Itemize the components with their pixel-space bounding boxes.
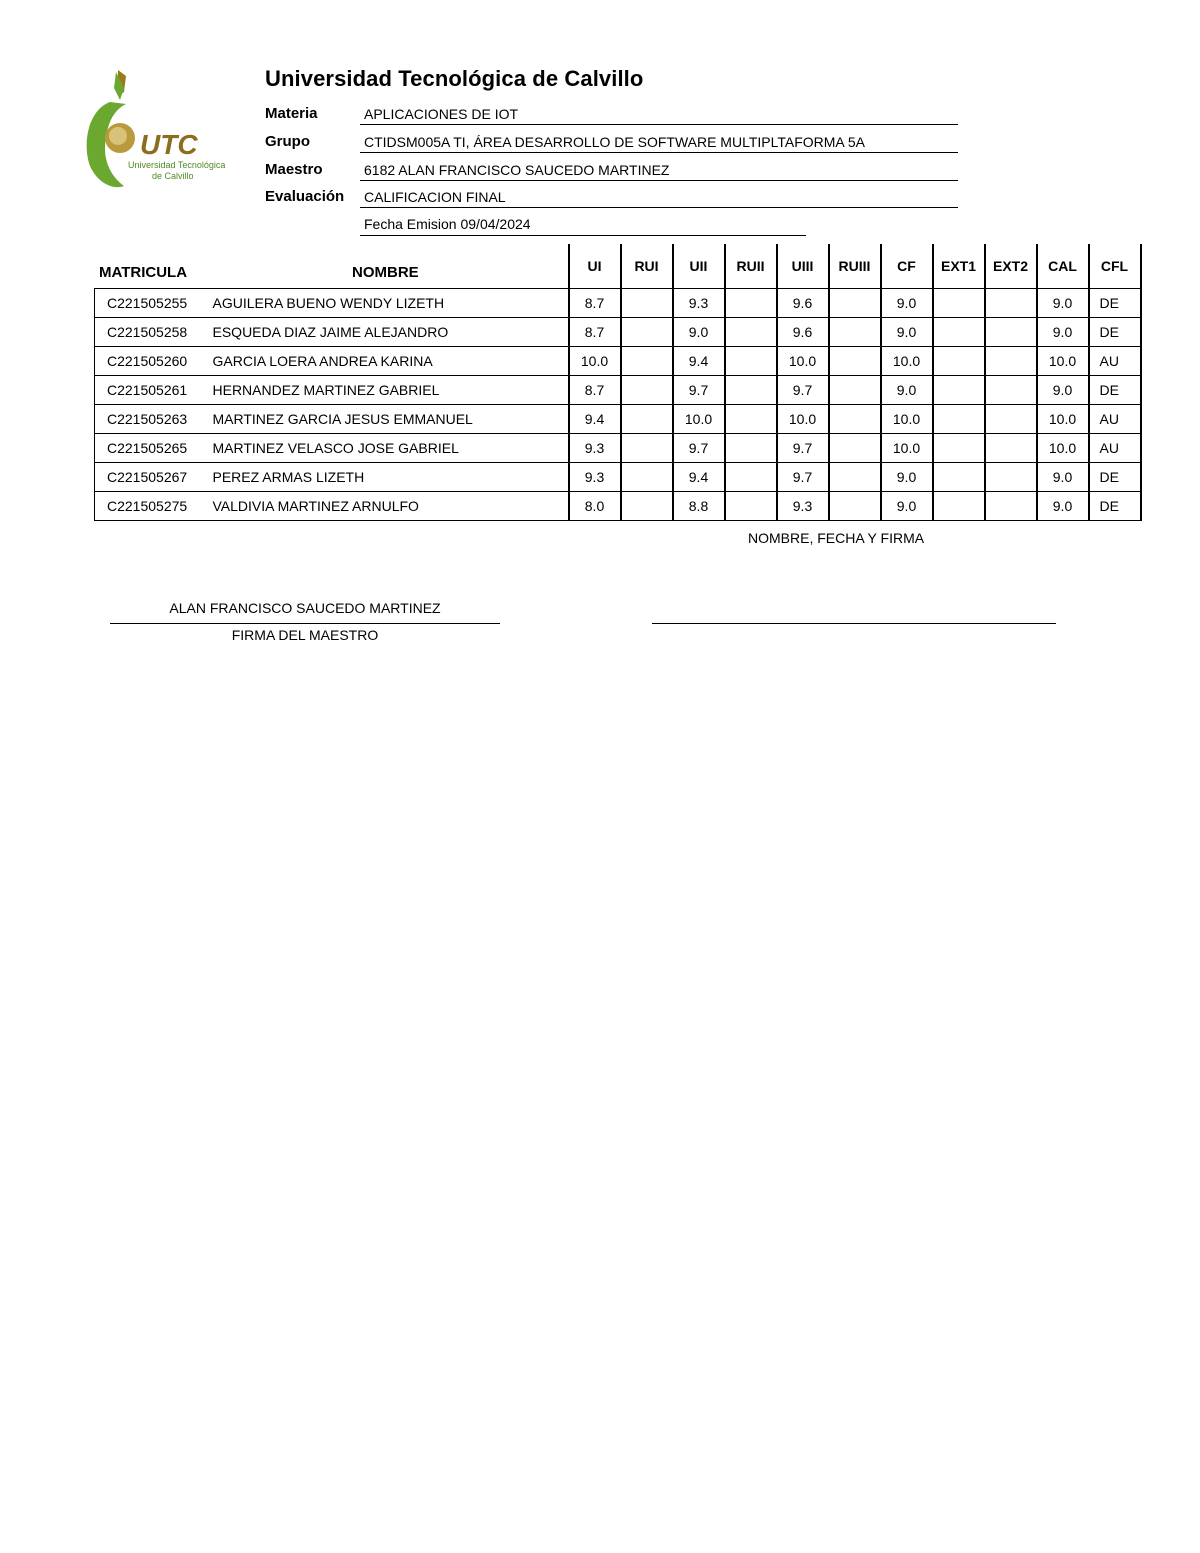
grade-cell <box>829 376 881 405</box>
cfl-cell: AU <box>1089 405 1141 434</box>
grade-cell: 9.0 <box>1037 492 1089 521</box>
grade-cell <box>933 376 985 405</box>
grade-cell: 9.0 <box>881 289 933 318</box>
grade-cell: 8.7 <box>569 318 621 347</box>
maestro-value: 6182 ALAN FRANCISCO SAUCEDO MARTINEZ <box>360 161 958 181</box>
table-header-row <box>95 244 1141 289</box>
grade-cell <box>985 434 1037 463</box>
header-rui: RUI <box>621 244 673 289</box>
grade-cell: 9.7 <box>673 376 725 405</box>
grade-cell: 9.0 <box>881 492 933 521</box>
grade-cell <box>933 289 985 318</box>
materia-label: Materia <box>265 105 318 122</box>
matricula-header: MATRICULA <box>99 264 188 281</box>
header-uii: UII <box>673 244 725 289</box>
cfl-cell: DE <box>1089 289 1141 318</box>
grade-cell: 8.7 <box>569 376 621 405</box>
grade-cell <box>725 376 777 405</box>
grade-cell <box>621 434 673 463</box>
nombre-cell: VALDIVIA MARTINEZ ARNULFO <box>207 492 569 521</box>
grupo-value: CTIDSM005A TI, ÁREA DESARROLLO DE SOFTWARE MULTIPLTAFORMA 5A <box>360 133 958 153</box>
table-row <box>95 376 1141 405</box>
grade-cell <box>621 405 673 434</box>
grade-cell: 9.7 <box>777 376 829 405</box>
grade-cell <box>933 492 985 521</box>
header-ext2: EXT2 <box>985 244 1037 289</box>
grade-cell <box>829 463 881 492</box>
grade-cell <box>621 463 673 492</box>
table-row <box>95 347 1141 376</box>
grade-cell: 9.0 <box>1037 376 1089 405</box>
grade-cell: 9.3 <box>569 434 621 463</box>
grade-cell <box>725 463 777 492</box>
matricula-cell: C221505260 <box>95 347 207 376</box>
grade-cell <box>621 289 673 318</box>
table-row <box>95 463 1141 492</box>
header-cfl: CFL <box>1089 244 1141 289</box>
cfl-cell: DE <box>1089 376 1141 405</box>
nombre-fecha-firma-label: NOMBRE, FECHA Y FIRMA <box>748 530 925 546</box>
grade-cell: 9.0 <box>881 463 933 492</box>
grade-cell: 9.4 <box>569 405 621 434</box>
grade-cell: 9.6 <box>777 318 829 347</box>
grade-cell <box>829 492 881 521</box>
grade-cell <box>725 318 777 347</box>
grade-cell: 9.3 <box>777 492 829 521</box>
grade-cell <box>985 492 1037 521</box>
cfl-cell: DE <box>1089 492 1141 521</box>
nombre-header: NOMBRE <box>352 264 419 281</box>
teacher-name: ALAN FRANCISCO SAUCEDO MARTINEZ <box>169 600 441 616</box>
logo-caption-2: de Calvillo <box>152 171 194 181</box>
grade-cell <box>725 434 777 463</box>
grade-cell: 9.7 <box>673 434 725 463</box>
materia-value: APLICACIONES DE IOT <box>360 105 958 125</box>
cfl-cell: DE <box>1089 318 1141 347</box>
table-row <box>95 289 1141 318</box>
matricula-cell: C221505258 <box>95 318 207 347</box>
grade-cell: 10.0 <box>881 347 933 376</box>
grupo-label: Grupo <box>265 133 310 150</box>
grade-cell <box>829 318 881 347</box>
grade-cell <box>725 347 777 376</box>
grade-cell <box>933 463 985 492</box>
nombre-cell: MARTINEZ GARCIA JESUS EMMANUEL <box>207 405 569 434</box>
grade-cell: 10.0 <box>1037 434 1089 463</box>
grade-cell <box>985 289 1037 318</box>
grade-cell: 10.0 <box>569 347 621 376</box>
grade-cell <box>933 405 985 434</box>
header-ruiii: RUIII <box>829 244 881 289</box>
grade-cell <box>829 434 881 463</box>
logo-caption-1: Universidad Tecnológica <box>128 160 226 170</box>
maestro-label: Maestro <box>265 161 323 178</box>
grade-cell <box>985 347 1037 376</box>
grade-cell: 9.0 <box>1037 463 1089 492</box>
teacher-signature-line <box>110 623 500 624</box>
nombre-cell: MARTINEZ VELASCO JOSE GABRIEL <box>207 434 569 463</box>
header-ext1: EXT1 <box>933 244 985 289</box>
header-spacer <box>207 244 569 289</box>
nombre-cell: GARCIA LOERA ANDREA KARINA <box>207 347 569 376</box>
grade-cell <box>985 463 1037 492</box>
teacher-signature-caption: FIRMA DEL MAESTRO <box>231 627 379 643</box>
grade-cell <box>829 289 881 318</box>
grade-cell: 9.4 <box>673 463 725 492</box>
table-row <box>95 318 1141 347</box>
grade-cell <box>621 376 673 405</box>
grade-cell: 10.0 <box>777 347 829 376</box>
grade-cell: 9.4 <box>673 347 725 376</box>
university-logo <box>80 66 228 192</box>
grade-cell: 9.6 <box>777 289 829 318</box>
grade-cell <box>621 492 673 521</box>
header-cal: CAL <box>1037 244 1089 289</box>
grade-cell <box>725 405 777 434</box>
grade-cell <box>829 405 881 434</box>
grade-cell <box>933 318 985 347</box>
grade-cell: 9.0 <box>881 318 933 347</box>
grade-cell: 8.8 <box>673 492 725 521</box>
header-spacer <box>95 244 207 289</box>
grade-cell: 10.0 <box>777 405 829 434</box>
header-cf: CF <box>881 244 933 289</box>
table-row <box>95 434 1141 463</box>
header-uiii: UIII <box>777 244 829 289</box>
matricula-cell: C221505267 <box>95 463 207 492</box>
grade-cell <box>985 405 1037 434</box>
grade-cell: 10.0 <box>673 405 725 434</box>
grade-cell: 10.0 <box>1037 405 1089 434</box>
grade-cell: 8.0 <box>569 492 621 521</box>
grade-cell <box>725 289 777 318</box>
nombre-cell: PEREZ ARMAS LIZETH <box>207 463 569 492</box>
cfl-cell: AU <box>1089 347 1141 376</box>
table-row <box>95 492 1141 521</box>
grade-cell: 9.3 <box>569 463 621 492</box>
matricula-cell: C221505261 <box>95 376 207 405</box>
grade-cell: 9.0 <box>1037 318 1089 347</box>
grades-table <box>94 244 1142 521</box>
university-title: Universidad Tecnológica de Calvillo <box>265 66 644 91</box>
grade-cell: 9.0 <box>673 318 725 347</box>
nombre-cell: ESQUEDA DIAZ JAIME ALEJANDRO <box>207 318 569 347</box>
grade-cell: 10.0 <box>881 434 933 463</box>
fecha-emision: Fecha Emision 09/04/2024 <box>360 215 806 236</box>
grade-cell: 8.7 <box>569 289 621 318</box>
evaluacion-label: Evaluación <box>265 188 345 205</box>
grade-cell <box>725 492 777 521</box>
grade-cell: 10.0 <box>881 405 933 434</box>
header-ui: UI <box>569 244 621 289</box>
header-ruii: RUII <box>725 244 777 289</box>
grade-cell: 9.0 <box>1037 289 1089 318</box>
grade-cell: 10.0 <box>1037 347 1089 376</box>
nombre-cell: AGUILERA BUENO WENDY LIZETH <box>207 289 569 318</box>
grade-cell: 9.7 <box>777 434 829 463</box>
grade-cell: 9.3 <box>673 289 725 318</box>
logo-text: UTC <box>140 129 198 160</box>
grade-cell <box>985 318 1037 347</box>
grade-cell: 9.0 <box>881 376 933 405</box>
nombre-cell: HERNANDEZ MARTINEZ GABRIEL <box>207 376 569 405</box>
matricula-cell: C221505275 <box>95 492 207 521</box>
receiver-signature-line <box>652 623 1056 624</box>
matricula-cell: C221505255 <box>95 289 207 318</box>
grade-cell <box>621 318 673 347</box>
evaluacion-value: CALIFICACION FINAL <box>360 188 958 208</box>
cfl-cell: DE <box>1089 463 1141 492</box>
grade-cell <box>829 347 881 376</box>
table-row <box>95 405 1141 434</box>
grade-cell <box>933 434 985 463</box>
grade-cell: 9.7 <box>777 463 829 492</box>
matricula-cell: C221505265 <box>95 434 207 463</box>
grade-cell <box>621 347 673 376</box>
cfl-cell: AU <box>1089 434 1141 463</box>
grade-cell <box>933 347 985 376</box>
matricula-cell: C221505263 <box>95 405 207 434</box>
grade-cell <box>985 376 1037 405</box>
